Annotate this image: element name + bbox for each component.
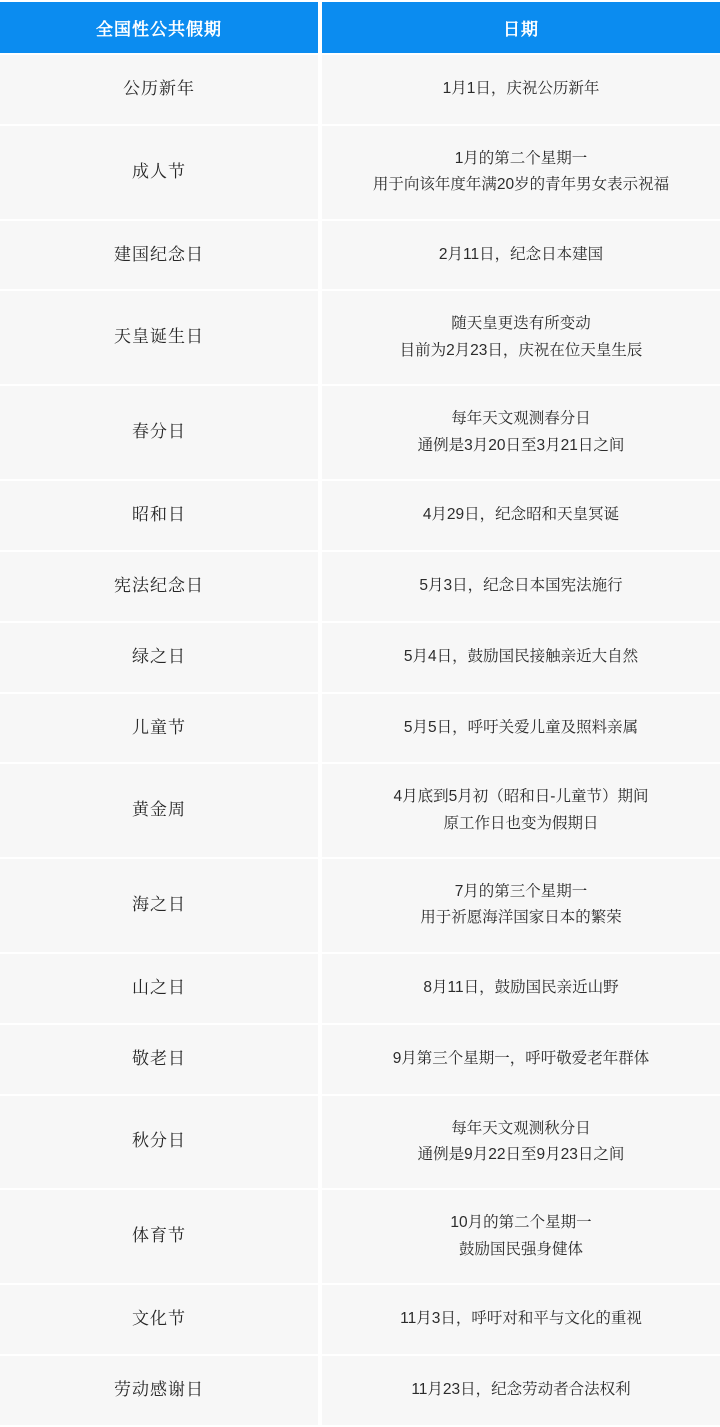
holiday-date-cell [322,954,720,1023]
table-row [0,1356,720,1425]
holiday-date-cell [322,1356,720,1425]
table-row [0,221,720,290]
holiday-date-line: 2月11日，纪念日本建国 [438,245,604,263]
holiday-date-cell [322,623,720,692]
holiday-date-line: 用于向该年度年满20岁的青年男女表示祝福 [372,176,670,194]
holiday-date-line: 鼓励国民强身健体 [458,1240,583,1258]
table-row [0,386,720,479]
holiday-name-cell: 黄金周 [0,764,318,857]
holiday-date-line: 每年天文观测秋分日 [451,1119,591,1137]
holiday-name-cell: 宪法纪念日 [0,552,318,621]
table-row [0,1285,720,1354]
holiday-name-cell: 儿童节 [0,694,318,763]
holiday-date-line: 每年天文观测春分日 [451,410,591,428]
table-row [0,552,720,621]
column-header-date: 日期 [322,2,720,53]
holiday-date-cell [322,1025,720,1094]
holiday-date-line: 通例是9月22日至9月23日之间 [417,1145,625,1163]
holiday-date-cell [322,55,720,124]
table-row [0,954,720,1023]
holiday-date-cell [322,552,720,621]
holiday-date-cell [322,694,720,763]
holiday-name-cell: 文化节 [0,1285,318,1354]
holiday-name-cell: 春分日 [0,386,318,479]
table-row [0,126,720,219]
holiday-name-cell: 公历新年 [0,55,318,124]
table-row [0,859,720,952]
holiday-date-line: 4月29日，纪念昭和天皇冥诞 [422,506,620,524]
holiday-name-cell: 海之日 [0,859,318,952]
holiday-date-cell [322,1190,720,1283]
holiday-date-line: 10月的第二个星期一 [450,1214,592,1232]
holiday-date-cell [322,386,720,479]
holiday-date-cell [322,126,720,219]
table-row [0,1190,720,1283]
holiday-date-cell [322,1096,720,1189]
holiday-name-cell: 建国纪念日 [0,221,318,290]
table-row [0,1096,720,1189]
table-row [0,291,720,384]
table-row [0,1025,720,1094]
holiday-date-line: 4月底到5月初（昭和日-儿童节）期间 [393,788,649,806]
holiday-date-cell [322,1285,720,1354]
holiday-date-line: 随天皇更迭有所变动 [451,315,591,333]
holiday-date-line: 7月的第三个星期一 [454,883,588,901]
holiday-name-cell: 成人节 [0,126,318,219]
holiday-date-line: 1月的第二个星期一 [454,149,588,167]
holiday-date-line: 原工作日也变为假期日 [443,814,599,832]
holiday-date-line: 5月3日，纪念日本国宪法施行 [419,577,623,594]
table-row [0,623,720,692]
holiday-date-line: 1月1日，庆祝公历新年 [442,80,600,98]
holiday-date-cell [322,481,720,550]
table-row [0,694,720,763]
holiday-date-line: 目前为2月23日，庆祝在位天皇生辰 [399,341,643,359]
holiday-date-line: 11月23日，纪念劳动者合法权利 [411,1381,631,1399]
holiday-name-cell: 敬老日 [0,1025,318,1094]
holiday-name-cell: 体育节 [0,1190,318,1283]
table-header [0,2,720,53]
holiday-name-cell: 天皇诞生日 [0,291,318,384]
holiday-date-line: 用于祈愿海洋国家日本的繁荣 [420,909,622,927]
holiday-name-cell: 秋分日 [0,1096,318,1189]
holiday-date-cell [322,859,720,952]
holiday-date-line: 11月3日，呼吁对和平与文化的重视 [400,1310,642,1328]
table-header-row [0,2,720,53]
table-row [0,481,720,550]
holiday-date-cell [322,221,720,290]
holiday-date-cell [322,764,720,857]
holiday-date-cell [322,291,720,384]
holiday-date-line: 8月11日，鼓励国民亲近山野 [423,979,619,997]
holiday-name-cell: 昭和日 [0,481,318,550]
holiday-date-line: 5月4日，鼓励国民接触亲近大自然 [403,647,639,665]
table-body [0,55,720,1425]
holiday-name-cell: 劳动感谢日 [0,1356,318,1425]
holiday-name-cell: 绿之日 [0,623,318,692]
table-row [0,55,720,124]
holiday-date-line: 通例是3月20日至3月21日之间 [417,436,625,454]
table-row [0,764,720,857]
holiday-name-cell: 山之日 [0,954,318,1023]
column-header-holiday-name: 全国性公共假期 [0,2,318,53]
holiday-date-line: 9月第三个星期一，呼吁敬爱老年群体 [392,1049,650,1067]
holiday-date-line: 5月5日，呼吁关爱儿童及照料亲属 [403,718,639,736]
